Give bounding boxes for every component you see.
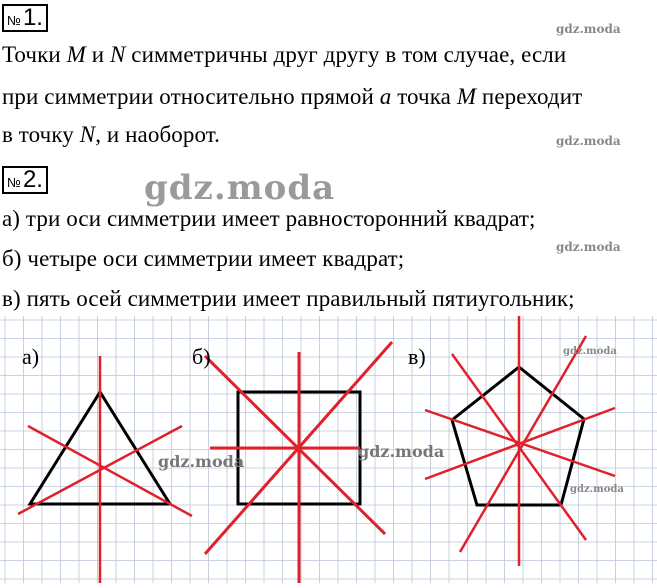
- watermark: gdz.moda: [158, 452, 245, 471]
- watermark: gdz.moda: [563, 346, 617, 357]
- task-number: 1.: [22, 4, 43, 31]
- variable-a: a: [379, 84, 392, 109]
- task1-line2: [2, 84, 582, 110]
- figure-label-b: б): [192, 344, 211, 369]
- watermark: gdz.moda: [556, 240, 621, 254]
- text: , и наоборот.: [95, 122, 221, 147]
- figures-panel: [0, 316, 657, 583]
- text: переходит: [476, 84, 583, 109]
- task2-item-b: б) четыре оси симметрии имеет квадрат;: [2, 246, 405, 271]
- watermark: gdz.moda: [358, 442, 445, 461]
- variable-m: M: [456, 84, 477, 109]
- text: точка: [391, 84, 457, 109]
- task-number-badge: [2, 166, 48, 194]
- variable-n: N: [79, 122, 96, 147]
- task-number-badge: [2, 4, 48, 32]
- text: в точку: [2, 122, 80, 147]
- task1-line1: [2, 42, 566, 68]
- watermark: gdz.moda: [556, 134, 621, 148]
- figure-label-a: а): [22, 344, 40, 369]
- variable-n: N: [110, 42, 126, 67]
- watermark: gdz.moda: [570, 484, 624, 495]
- variable-m: M: [66, 42, 86, 67]
- watermark: gdz.moda: [144, 168, 336, 208]
- task-number: 2.: [22, 166, 43, 193]
- number-sign: №: [7, 13, 21, 28]
- task2-item-a: а) три оси симметрии имеет равносторонний квадрат;: [2, 206, 536, 231]
- text: при симметрии относительно прямой: [2, 84, 380, 109]
- figure-label-c: в): [408, 344, 426, 369]
- figures-svg: [0, 316, 657, 583]
- text: Точки: [2, 42, 67, 67]
- text: и: [85, 42, 110, 67]
- watermark: gdz.moda: [556, 22, 621, 36]
- task2-item-c: в) пять осей симметрии имеет правильный пятиугольник;: [2, 286, 575, 311]
- number-sign: №: [7, 175, 21, 190]
- text: симметричны друг другу в том случае, если: [125, 42, 567, 67]
- task1-line3: [2, 122, 220, 148]
